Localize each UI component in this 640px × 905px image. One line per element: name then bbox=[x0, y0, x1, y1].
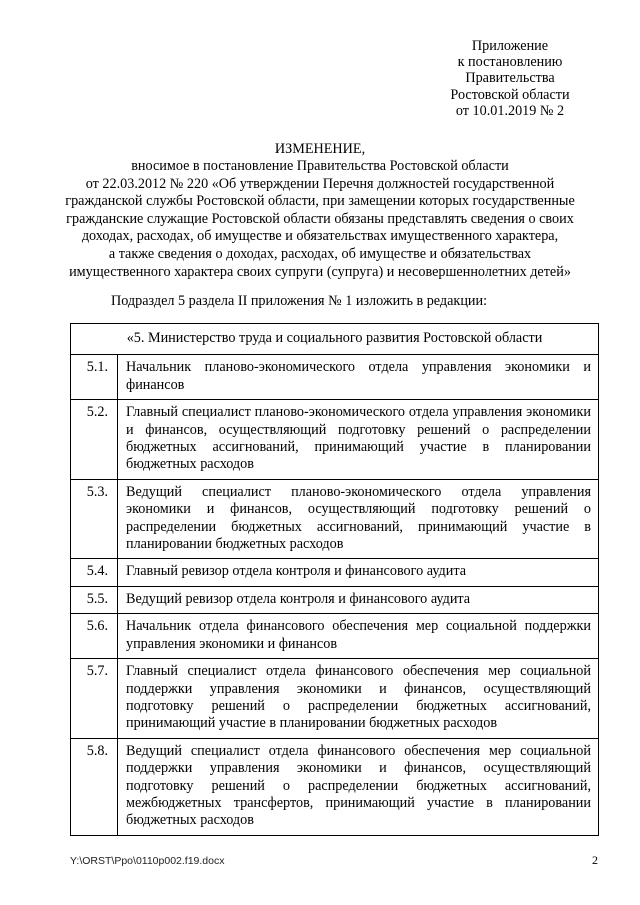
table-row bbox=[71, 479, 599, 559]
table-row bbox=[71, 355, 599, 400]
subtitle-line: доходах, расходах, об имуществе и обязательствах имущественного характера, bbox=[81, 228, 559, 245]
table-header: «5. Министерство труда и социального развития Ростовской области bbox=[71, 324, 599, 355]
subtitle-line: а также сведения о доходах, расходах, об имуществе и обязательствах bbox=[108, 245, 532, 262]
intro-paragraph: Подраздел 5 раздела II приложения № 1 изложить в редакции: bbox=[111, 293, 488, 309]
positions-table bbox=[70, 323, 599, 836]
row-text: Начальник планово-экономического отдела управления экономики и финансов bbox=[118, 355, 599, 400]
row-number: 5.1. bbox=[71, 355, 118, 400]
row-number: 5.6. bbox=[71, 614, 118, 659]
row-number: 5.5. bbox=[71, 586, 118, 613]
row-number: 5.4. bbox=[71, 559, 118, 586]
appendix-line: Приложение bbox=[471, 38, 549, 54]
subtitle-line: вносимое в постановление Правительства Ростовской области bbox=[131, 158, 509, 174]
appendix-block bbox=[410, 38, 610, 119]
appendix-line: к постановлению bbox=[457, 54, 563, 71]
table-row bbox=[71, 614, 599, 659]
row-text: Главный специалист планово-экономического отдела управления экономики и финансов, осуществляющий подготовку решений о распределении бюджетных ассигнований, принимающий участие в планировании бюджетных расходов bbox=[118, 400, 599, 480]
footer-file-path: Y:\ORST\Ppo\0110p002.f19.docx bbox=[70, 855, 225, 867]
table-header-row bbox=[71, 324, 599, 355]
table-row bbox=[71, 559, 599, 586]
subtitle-line: гражданские служащие Ростовской области обязаны представлять сведения о своих bbox=[66, 210, 574, 227]
table-row bbox=[71, 738, 599, 835]
appendix-line: Правительства bbox=[465, 70, 555, 87]
row-text: Главный ревизор отдела контроля и финансового аудита bbox=[118, 559, 599, 586]
row-text: Ведущий специалист отдела финансового обеспечения мер социальной поддержки управления экономики и финансов, осуществляющий подготовку решений о распределении бюджетных ассигнований, межбюджетных трансфертов, принимающий участие в планировании бюджетных расходов bbox=[118, 738, 599, 835]
row-text: Главный специалист отдела финансового обеспечения мер социальной поддержки управления экономики и финансов, осуществляющий подготовку решений о распределении бюджетных ассигнований, принимающий участие в планировании бюджетных расходов bbox=[118, 659, 599, 739]
appendix-line: от 10.01.2019 № 2 bbox=[455, 102, 565, 119]
subtitle-line: гражданской службы Ростовской области, при замещении которых государственные bbox=[65, 193, 575, 210]
document-title: ИЗМЕНЕНИЕ, bbox=[274, 141, 366, 157]
row-number: 5.3. bbox=[71, 479, 118, 559]
row-number: 5.8. bbox=[71, 738, 118, 835]
table-row bbox=[71, 659, 599, 739]
page-number: 2 bbox=[592, 853, 598, 867]
row-text: Ведущий ревизор отдела контроля и финансового аудита bbox=[118, 586, 599, 613]
document-subtitle bbox=[60, 158, 580, 281]
row-number: 5.7. bbox=[71, 659, 118, 739]
table-row bbox=[71, 586, 599, 613]
row-text: Ведущий специалист планово-экономического отдела управления экономики и финансов, осуществляющий подготовку решений о распределении бюджетных ассигнований, принимающий участие в планировании бюджетных расходов bbox=[118, 479, 599, 559]
subtitle-line: от 22.03.2012 № 220 «Об утверждении Перечня должностей государственной bbox=[85, 175, 555, 192]
row-text: Начальник отдела финансового обеспечения мер социальной поддержки управления экономики и финансов bbox=[118, 614, 599, 659]
subtitle-line: имущественного характера своих супруги (супруга) и несовершеннолетних детей» bbox=[69, 263, 571, 280]
row-number: 5.2. bbox=[71, 400, 118, 480]
table-row bbox=[71, 400, 599, 480]
appendix-line: Ростовской области bbox=[450, 86, 570, 103]
